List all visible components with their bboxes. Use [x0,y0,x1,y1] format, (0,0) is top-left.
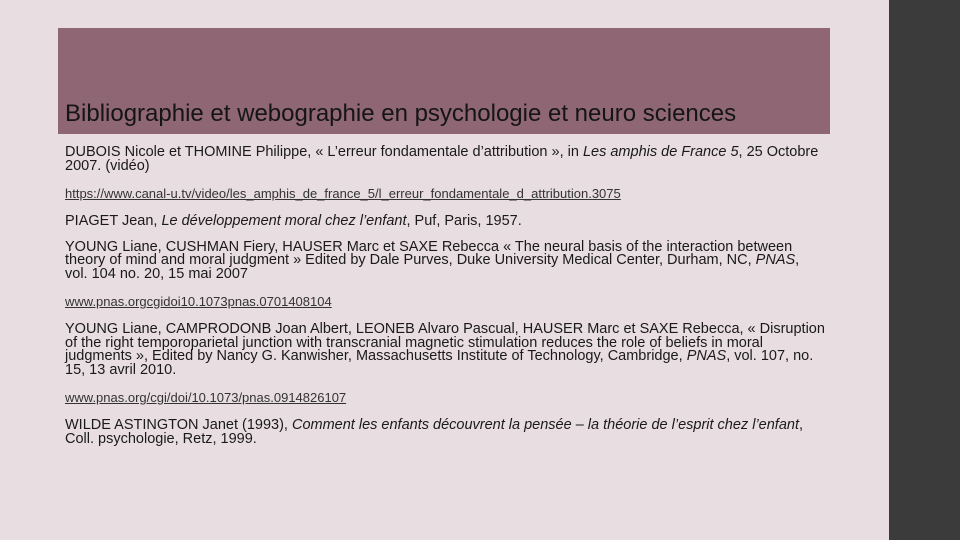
slide-title: Bibliographie et webographie en psychologie et neuro sciences [65,100,737,127]
entry-text: , Puf, Paris, 1957. [406,213,522,229]
entry-journal: PNAS [755,252,796,268]
entry-text: YOUNG Liane, CUSHMAN Fiery, HAUSER Marc et SAXE Rebecca « The neural basis of the interaction between theory of mind and moral judgment » Edited by Dale Purves, Duke University Medical Center, Durham, NC, [65,238,793,268]
entry-text: PIAGET Jean, [65,213,162,229]
bib-entry-piaget [65,215,825,229]
entry-journal: PNAS [686,348,727,364]
link-pnas-2007[interactable]: www.pnas.orgcgidoi10.1073pnas.0701408104 [65,294,332,309]
bib-entry-young-2007 [65,238,825,282]
entry-text: WILDE ASTINGTON Janet (1993), [65,417,292,433]
bib-entry-young-2010 [65,323,825,377]
entry-text: , vol. 107, no. 15, 13 avril 2010. [65,348,814,378]
entry-text: , Coll. psychologie, Retz, 1999. [65,417,804,447]
entry-title: Les amphis de France 5 [582,144,739,160]
bib-entry-wilde-astington [65,419,825,446]
entry-text: DUBOIS Nicole et THOMINE Philippe, « L’erreur fondamentale d’attribution », in [65,144,583,160]
link-pnas-2010[interactable]: www.pnas.org/cgi/doi/10.1073/pnas.0914826107 [65,390,347,405]
right-sidebar [889,0,960,540]
entry-text: , 25 Octobre 2007. (vidéo) [65,144,819,174]
entry-title: Le développement moral chez l’enfant [161,213,407,229]
bib-entry-dubois [65,146,825,173]
entry-title: Comment les enfants découvrent la pensée – la théorie de l’esprit chez l’enfant [291,417,799,433]
entry-text: YOUNG Liane, CAMPRODONB Joan Albert, LEONEB Alvaro Pascual, HAUSER Marc et SAXE Rebecca, « Disruption of the right temporoparietal junction with transcranial magnetic stimulation reduces the role of beliefs in moral judgments », Edited by Nancy G. Kanwisher, Massachusetts Institute of Technology, Cambridge, [65,321,825,364]
bibliography-list [65,146,825,446]
link-canal-u[interactable]: https://www.canal-u.tv/video/les_amphis_de_france_5/l_erreur_fondamentale_d_attribution.3075 [65,186,621,201]
entry-text: , vol. 104 no. 20, 15 mai 2007 [65,252,800,282]
